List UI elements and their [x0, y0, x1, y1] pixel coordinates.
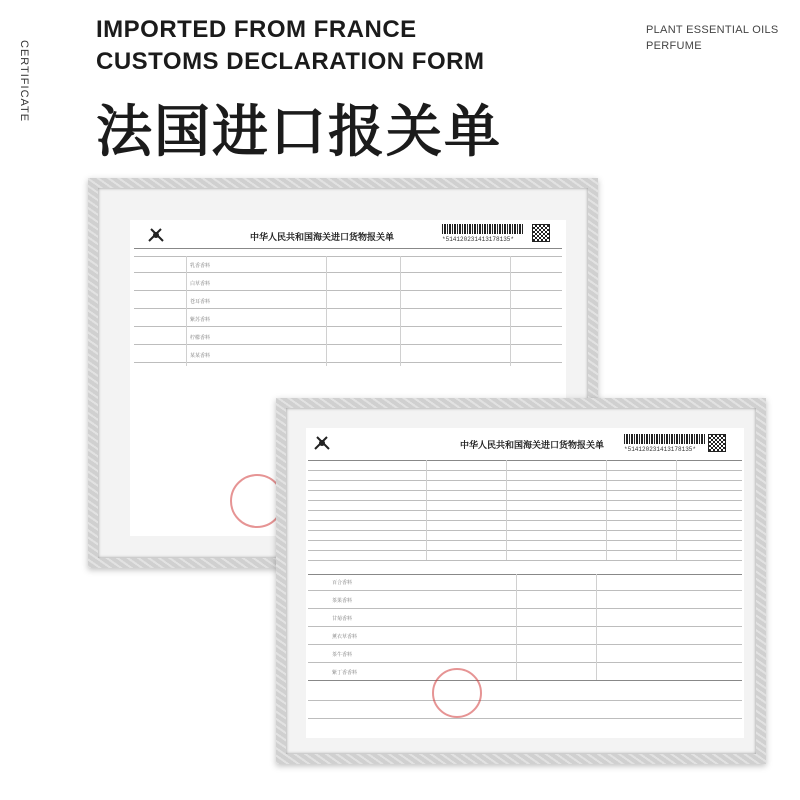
goods-row-3: 甘菊香料	[332, 616, 353, 622]
goods-row-2: 茶果香料	[332, 598, 353, 604]
qr-code-icon	[532, 224, 550, 242]
front-document-frame	[276, 398, 766, 764]
front-document	[306, 428, 744, 738]
doc-title: 中华人民共和国海关进口货物报关单	[250, 233, 395, 243]
barcode-number: *514120231413178135*	[442, 236, 515, 243]
goods-row-5: 茶牛香料	[332, 652, 353, 658]
goods-row-1: 乳香香料	[190, 263, 211, 269]
goods-row-6: 某某香料	[190, 353, 211, 359]
barcode	[624, 434, 706, 444]
goods-row-1: 百合香料	[332, 580, 353, 586]
customs-emblem-icon	[312, 434, 332, 454]
official-stamp	[432, 668, 482, 718]
title-line-1: IMPORTED FROM FRANCE	[96, 16, 417, 43]
customs-emblem-icon	[146, 226, 166, 246]
subtitle-line-1: PLANT ESSENTIAL OILS	[646, 24, 779, 36]
subtitle-line-2: PERFUME	[646, 40, 702, 52]
goods-row-4: 紫苏香料	[190, 317, 211, 323]
goods-row-2: 白草香料	[190, 281, 211, 287]
barcode-number: *514120231413178135*	[624, 446, 697, 453]
title-line-2: CUSTOMS DECLARATION FORM	[96, 48, 485, 75]
goods-row-3: 苍耳香料	[190, 299, 211, 305]
side-label: CERTIFICATE	[18, 40, 30, 123]
goods-row-4: 薰衣草香料	[332, 634, 358, 640]
goods-row-5: 柠檬香料	[190, 335, 211, 341]
qr-code-icon	[708, 434, 726, 452]
barcode	[442, 224, 524, 234]
goods-row-6: 紫丁香香料	[332, 670, 358, 676]
doc-title: 中华人民共和国海关进口货物报关单	[460, 441, 605, 451]
chinese-title: 法国进口报关单	[96, 100, 502, 165]
